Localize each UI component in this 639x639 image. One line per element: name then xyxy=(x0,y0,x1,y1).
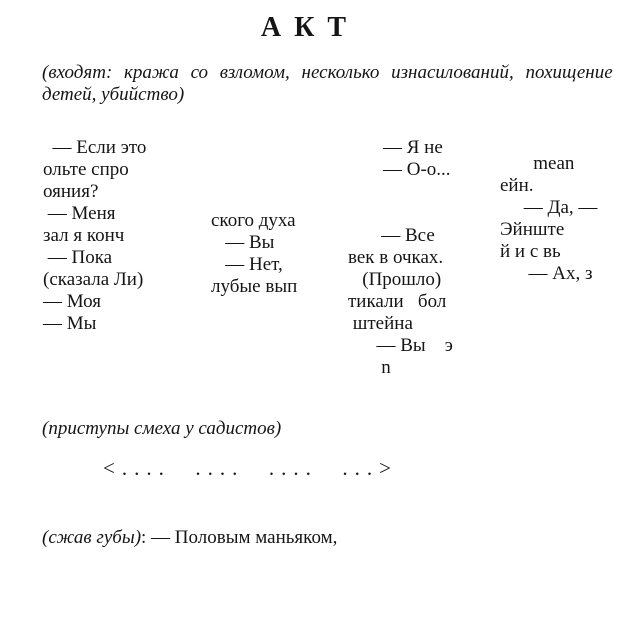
text-line: лубые вып xyxy=(211,276,298,297)
text-line: ского духа xyxy=(211,210,296,231)
stage-direction-intro xyxy=(42,62,613,106)
text-line: тикали бол xyxy=(348,291,447,312)
text-line: (приступы смеха у садистов) xyxy=(42,418,282,439)
text-line: ояния? xyxy=(43,181,99,202)
text-line: — Все xyxy=(348,225,435,246)
text-line: — Если это xyxy=(43,137,147,158)
closing-text: : — Половым маньяком, xyxy=(141,527,338,548)
text-line: й и с вь xyxy=(500,241,561,262)
dialogue-fragment-3-bottom xyxy=(348,225,453,379)
text-line: mean xyxy=(500,153,575,174)
text-line: — Я не xyxy=(383,137,443,158)
text-line: ольте спро xyxy=(43,159,129,180)
text-line: — Пока xyxy=(43,247,113,268)
text-line: — Нет, xyxy=(211,254,283,275)
dialogue-fragment-2 xyxy=(211,210,297,298)
text-line: — Вы xyxy=(211,232,275,253)
dialogue-fragment-1 xyxy=(43,137,146,335)
dialogue-fragment-3-top xyxy=(383,137,451,181)
text-line: — Моя xyxy=(43,291,102,312)
text-line: — Меня xyxy=(43,203,116,224)
dialogue-fragment-4 xyxy=(500,153,597,285)
text-line: (Прошло) xyxy=(348,269,442,290)
page-title: А К Т xyxy=(260,12,350,43)
text-line: — Да, — xyxy=(500,197,598,218)
ellipsis-separator: <.... .... .... ...> xyxy=(103,456,398,480)
text-line: — О-о... xyxy=(383,159,451,180)
text-line: — Ах, з xyxy=(500,263,593,284)
text-line: зал я конч xyxy=(43,225,125,246)
closing-stage-direction: (сжав губы) xyxy=(42,527,142,548)
stage-direction-laughter xyxy=(42,418,281,440)
text-line: Эйнште xyxy=(500,219,565,240)
text-line: — Вы э xyxy=(348,335,453,356)
text-line: век в очках. xyxy=(348,247,444,268)
text-line: n xyxy=(348,357,391,378)
text-line: — Мы xyxy=(43,313,97,334)
text-line: ейн. xyxy=(500,175,534,196)
text-line: детей, убийство) xyxy=(42,84,185,105)
text-line: (входят: кража со взломом, несколько изнасилований, похищение xyxy=(42,62,613,83)
text-line: штейна xyxy=(348,313,413,334)
closing-line xyxy=(42,527,337,549)
text-line: (сказала Ли) xyxy=(43,269,144,290)
